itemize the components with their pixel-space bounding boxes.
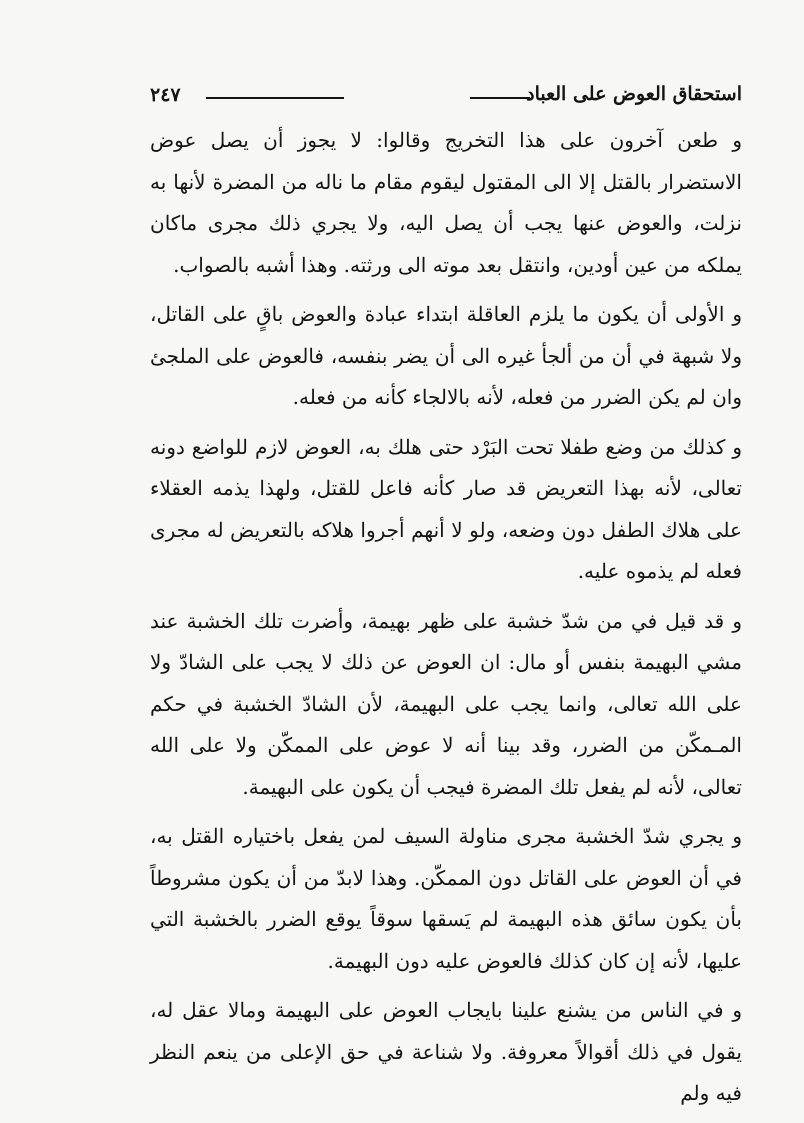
paragraph: و طعن آخرون على هذا التخريج وقالوا: لا يجوز أن يصل عوض الاستضرار بالقتل إلا الى المقتول ليقوم مقام ما ناله من المضرة لأنها به نزلت، والعوض عنها يجب أن يصل اليه، ولا يجري ذلك مجرى ماكان يملكه من عين أودين، وانتقل بعد موته الى ورثته. وهذا أشبه بالصواب. [150, 128, 742, 277]
running-header [150, 78, 742, 114]
paragraph: و قد قيل في من شدّ خشبة على ظهر بهيمة، وأضرت تلك الخشبة عند مشي البهيمة بنفس أو مال: ان العوض عن ذلك لا يجب على الشادّ ولا على الله تعالى، وانما يجب على البهيمة، لأن الشادّ الخشبة في حكم المـمكّن من الضرر، وقد بينا أنه لا عوض على الممكّن ولا على الله تعالى، لأنه لم يفعل تلك المضرة فيجب أن يكون على البهيمة. [150, 608, 742, 799]
paragraph: و الأولى أن يكون ما يلزم العاقلة ابتداء عبادة والعوض باقٍ على القاتل، ولا شبهة في أن من ألجأ غيره الى أن يضر بنفسه، فالعوض على الملجئ وان لم يكن الضرر من فعله، لأنه بالالجاء كأنه من فعله. [150, 302, 742, 409]
header-rule [470, 97, 530, 99]
paragraph: و في الناس من يشنع علينا بايجاب العوض على البهيمة ومالا عقل له، يقول في ذلك أقوالاً معروفة. ولا شناعة في حق الإعلى من ينعم النظر فيه ولم [150, 998, 742, 1105]
paragraph: و يجري شدّ الخشبة مجرى مناولة السيف لمن يفعل باختياره القتل به، في أن العوض على القاتل دون الممكّن. وهذا لابدّ من أن يكون مشروطاً بأن يكون سائق هذه البهيمة لم يَسقها سوقاً يوقع الضرر بالخشبة التي عليها، لأنه إن كان كذلك فالعوض عليه دون البهيمة. [150, 824, 742, 973]
header-rule [206, 97, 344, 99]
paragraph: و كذلك من وضع طفلا تحت البَرْد حتى هلك به، العوض لازم للواضع دونه تعالى، لأنه بهذا التعريض قد صار كأنه فاعل للقتل، ولهذا يذمه العقلاء على هلاك الطفل دون وضعه، ولو لا أنهم أجروا هلاكه بالتعريض له مجرى فعله لم يذموه عليه. [150, 434, 742, 583]
body-text [150, 120, 742, 1123]
page-number: ٢٤٧ [150, 84, 181, 106]
running-title: استحقاق العوض على العباد [526, 83, 742, 105]
